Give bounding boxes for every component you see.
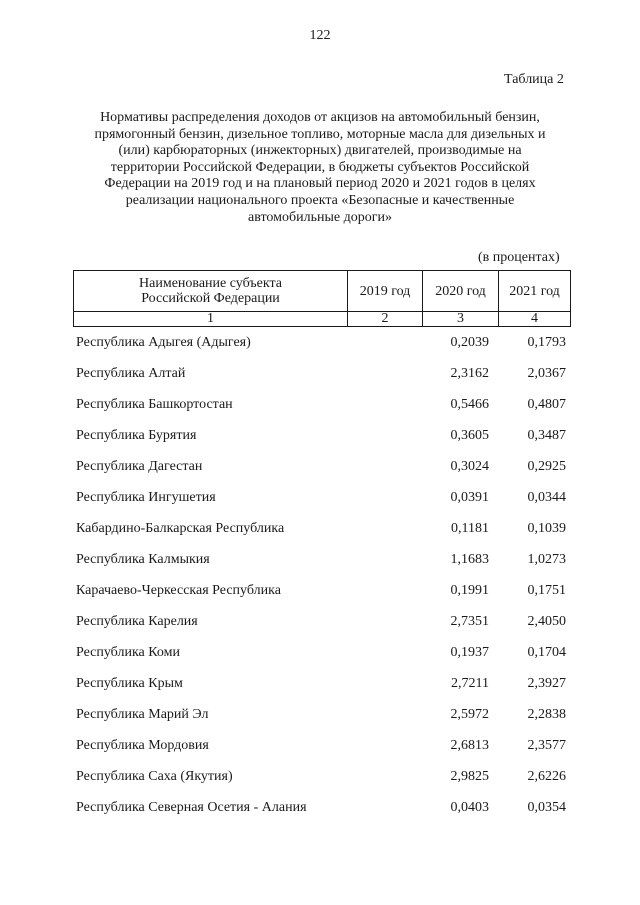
table-row [76,581,570,612]
header-row [74,271,571,312]
value-2021: 0,1039 [527,521,566,536]
subject-name: Республика Бурятия [76,428,197,443]
value-2021: 0,4807 [527,397,566,412]
value-2020: 0,1991 [450,583,489,598]
title-line: Нормативы распределения доходов от акцизов на автомобильный бензин, [100,110,540,125]
value-2020: 2,3162 [450,366,489,381]
value-2021: 2,2838 [527,707,566,722]
table-row [76,550,570,581]
subject-name: Республика Саха (Якутия) [76,769,233,784]
subject-name: Республика Северная Осетия - Алания [76,800,307,815]
value-2020: 0,0391 [450,490,489,505]
value-2020: 2,9825 [450,769,489,784]
title-line: автомобильные дороги» [248,209,392,225]
value-2021: 0,0354 [527,800,566,815]
title-line: (или) карбюраторных (инжекторных) двигателей, производимые на [118,143,522,159]
value-2020: 0,5466 [450,397,489,412]
subject-name: Республика Калмыкия [76,552,210,567]
value-2021: 0,0344 [527,490,566,505]
subject-name: Республика Мордовия [76,738,209,753]
header-subject-line1: Наименование субъекта [139,276,282,291]
table-row [76,364,570,395]
column-number-row [74,312,571,327]
document-title [70,110,570,226]
value-2021: 2,3927 [527,676,566,691]
title-line: Федерации на 2019 год и на плановый период 2020 и 2021 годов в целях [104,176,536,192]
value-2021: 0,1704 [527,645,566,660]
table-row [76,612,570,643]
table-row [76,457,570,488]
title-line: реализации национального проекта «Безопасные и качественные [125,192,515,208]
subject-name: Республика Крым [76,676,183,691]
table-row [76,395,570,426]
title-line: территории Российской Федерации, в бюджеты субъектов Российской [110,159,530,175]
value-2020: 2,5972 [450,707,489,722]
value-2020: 2,7211 [451,676,489,691]
value-2021: 0,1793 [527,335,566,350]
value-2020: 0,2039 [450,335,489,350]
column-number-1: 1 [74,312,348,327]
table-row [76,767,570,798]
value-2021: 2,6226 [527,769,566,784]
header-subject-line2: Российской Федерации [141,291,280,306]
subject-name: Республика Адыгея (Адыгея) [76,335,251,350]
table-row [76,426,570,457]
table-body [76,333,570,829]
value-2020: 2,6813 [450,738,489,753]
table-row [76,674,570,705]
subject-name: Республика Ингушетия [76,490,216,505]
value-2020: 2,7351 [450,614,489,629]
value-2020: 1,1683 [450,552,489,567]
value-2020: 0,1181 [451,521,489,536]
value-2021: 0,1751 [527,583,566,598]
header-2019: 2019 год [348,271,423,312]
units-note: (в процентах) [478,250,560,265]
value-2021: 0,3487 [527,428,566,443]
header-subject-name [74,271,348,312]
header-2020: 2020 год [423,271,499,312]
column-number-2: 2 [348,312,423,327]
page-number: 122 [309,28,331,43]
subject-name: Республика Коми [76,645,180,660]
title-line: прямогонный бензин, дизельное топливо, моторные масла для дизельных и [94,126,546,142]
subject-name: Республика Карелия [76,614,198,629]
subject-name: Республика Алтай [76,366,186,381]
value-2020: 0,1937 [450,645,489,660]
table-row [76,736,570,767]
value-2020: 0,3605 [450,428,489,443]
table-header [73,270,571,327]
table-row [76,705,570,736]
value-2020: 0,3024 [450,459,489,474]
table-row [76,643,570,674]
table-row [76,798,570,829]
table-row [76,488,570,519]
subject-name: Республика Башкортостан [76,397,233,412]
subject-name: Кабардино-Балкарская Республика [76,521,285,536]
value-2021: 0,2925 [527,459,566,474]
value-2021: 2,3577 [527,738,566,753]
subject-name: Республика Марий Эл [76,707,209,722]
subject-name: Республика Дагестан [76,459,203,474]
value-2021: 2,0367 [527,366,566,381]
table-label: Таблица 2 [504,72,564,87]
table-row [76,333,570,364]
value-2020: 0,0403 [450,800,489,815]
header-2021: 2021 год [499,271,571,312]
value-2021: 2,4050 [527,614,566,629]
subject-name: Карачаево-Черкесская Республика [76,583,281,598]
table-row [76,519,570,550]
column-number-4: 4 [499,312,571,327]
column-number-3: 3 [423,312,499,327]
value-2021: 1,0273 [527,552,566,567]
